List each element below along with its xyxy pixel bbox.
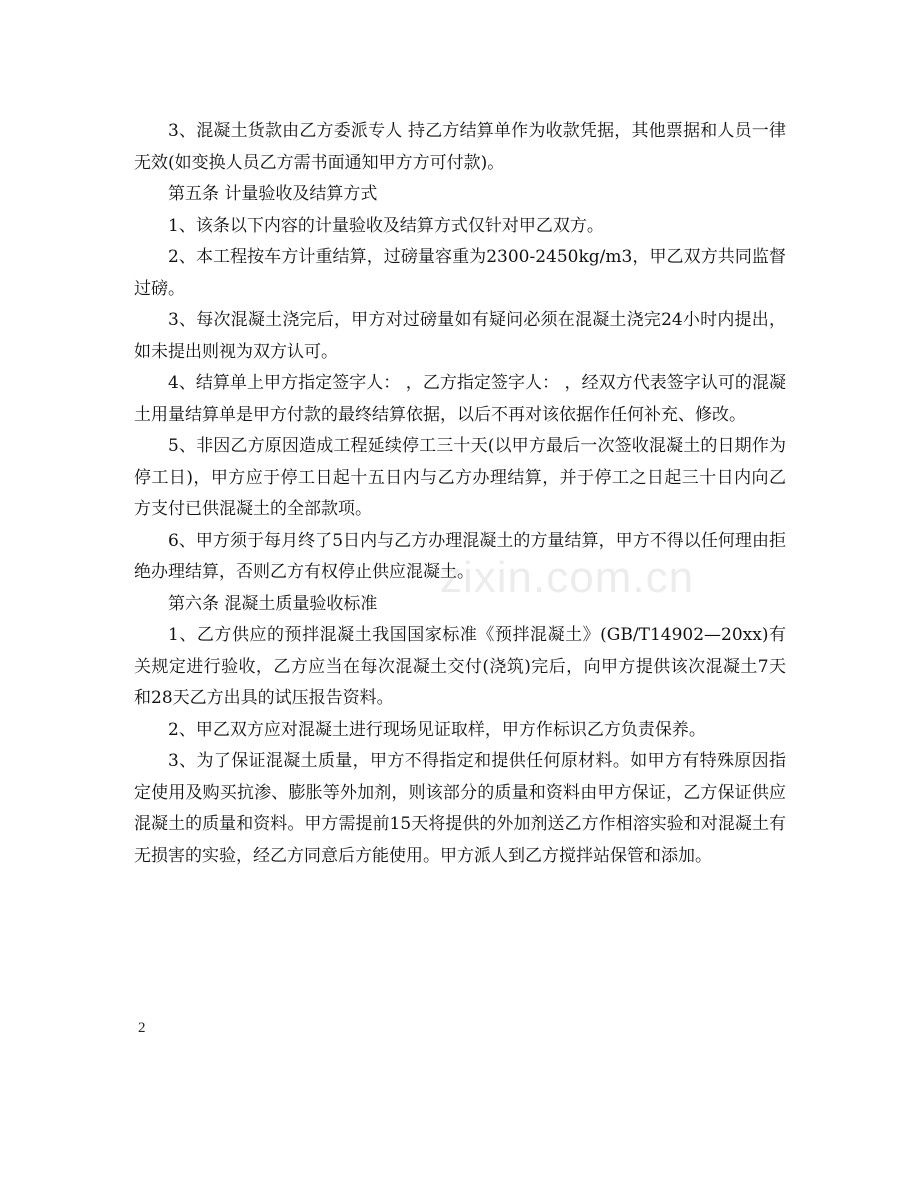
section-heading-article-6: 第六条 混凝土质量验收标准 xyxy=(168,593,378,614)
section-heading-article-5: 第五条 计量验收及结算方式 xyxy=(168,184,378,204)
paragraph-sampling: 2、甲乙双方应对混凝土进行现场见证取样，甲方作标识乙方负责保养。 xyxy=(168,719,706,740)
paragraph-objection: 3、每次混凝土浇完后，甲方对过磅量如有疑问必须在混凝土浇完24小时内提出，如未提出则视为双方认可。 xyxy=(134,310,786,362)
paragraph-scope: 1、该条以下内容的计量验收及结算方式仅针对甲乙双方。 xyxy=(168,215,604,236)
document-body xyxy=(134,116,786,872)
paragraph-payment-voucher: 3、混凝土货款由乙方委派专人 持乙方结算单作为收款凭据，其他票据和人员一律无效(如变换人员乙方需书面通知甲方方可付款)。 xyxy=(134,121,786,173)
watermark: zixin.com.cn xyxy=(440,553,695,602)
page-number: 2 xyxy=(138,1020,146,1036)
paragraph-materials: 3、为了保证混凝土质量，甲方不得指定和提供任何原材料。如甲方有特殊原因指定使用及购买抗渗、膨胀等外加剂，则该部分的质量和资料由甲方保证，乙方保证供应混凝土的质量和资料。甲方需提前15天将提供的外加剂送乙方作相溶实验和对混凝土有无损害的实验，经乙方同意后方能使用。甲方派人到乙方搅拌站保管和添加。 xyxy=(134,751,786,866)
paragraph-national-standard: 1、乙方供应的预拌混凝土我国国家标准《预拌混凝土》(GB/T14902—20xx)有关规定进行验收，乙方应当在每次混凝土交付(浇筑)完后，向甲方提供该次混凝土7天和28天乙方出具的试压报告资料。 xyxy=(134,625,786,708)
paragraph-work-stoppage: 5、非因乙方原因造成工程延续停工三十天(以甲方最后一次签收混凝土的日期作为停工日)，甲方应于停工日起十五日内与乙方办理结算，并于停工之日起三十日内向乙方支付已供混凝土的全部款项。 xyxy=(134,436,786,519)
paragraph-monthly-settlement: 6、甲方须于每月终了5日内与乙方办理混凝土的方量结算，甲方不得以任何理由拒绝办理结算，否则乙方有权停止供应混凝土。 xyxy=(134,530,786,582)
paragraph-weighing: 2、本工程按车方计重结算，过磅量容重为2300-2450kg/m3，甲乙双方共同监督过磅。 xyxy=(134,247,786,299)
paragraph-signatories: 4、结算单上甲方指定签字人： ，乙方指定签字人： ，经双方代表签字认可的混凝土用量结算单是甲方付款的最终结算依据，以后不再对该依据作任何补充、修改。 xyxy=(134,373,786,425)
